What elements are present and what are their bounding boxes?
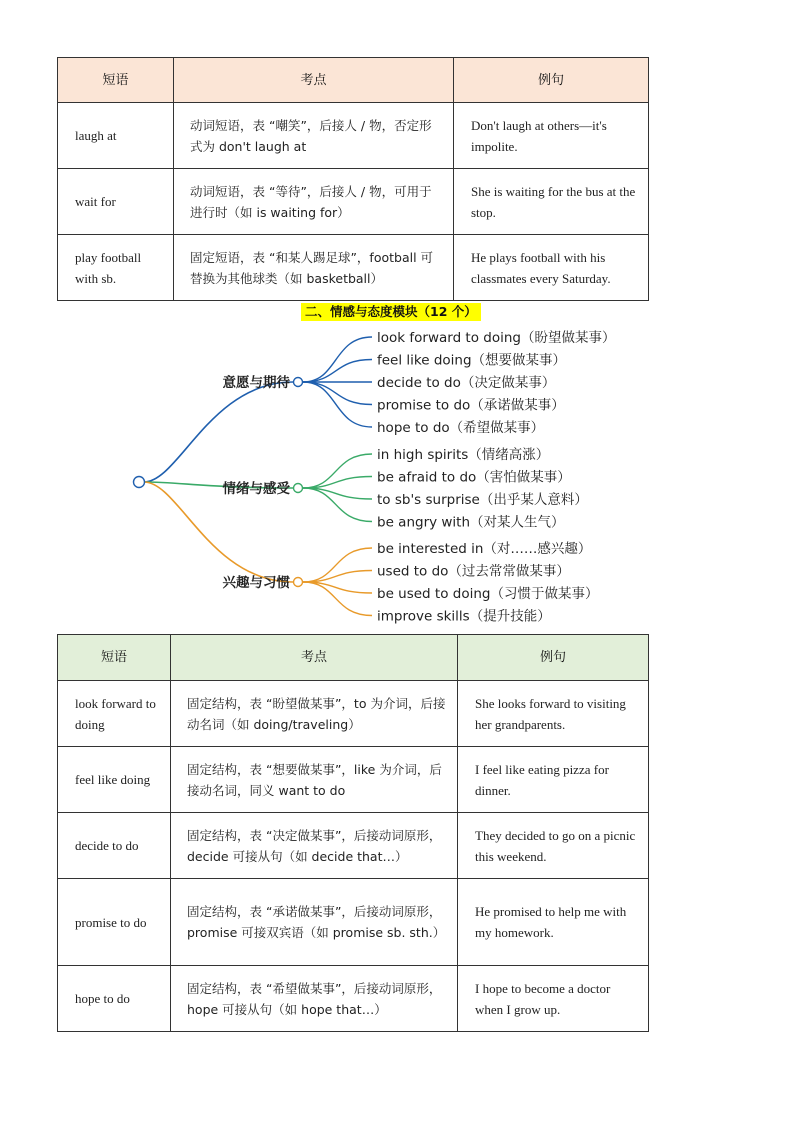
header-example: 例句 [458, 635, 649, 681]
table-row [58, 879, 649, 966]
point-cell: 动词短语，表 “嘲笑”，后接人 / 物，否定形式为 don't laugh at [174, 103, 454, 169]
mindmap-item: promise to do（承诺做某事） [377, 397, 565, 414]
header-point: 考点 [171, 635, 458, 681]
point-cell: 固定结构，表 “希望做某事”，后接动词原形，hope 可接从句（如 hope that…） [171, 966, 458, 1032]
table-row [58, 103, 649, 169]
table-row [58, 966, 649, 1032]
example-cell: She is waiting for the bus at the stop. [454, 169, 649, 235]
phrase-cell: look forward to doing [58, 681, 171, 747]
item-connector [303, 582, 372, 616]
branch-connector [144, 482, 293, 582]
item-connector [303, 488, 372, 522]
table-header-row [58, 58, 649, 103]
branch-node [294, 378, 303, 387]
mindmap-item: in high spirits（情绪高涨） [377, 447, 550, 463]
branch-label: 意愿与期待 [222, 375, 290, 391]
point-cell: 固定结构，表 “承诺做某事”，后接动词原形，promise 可接双宾语（如 promise sb. sth.） [171, 879, 458, 966]
header-phrase: 短语 [58, 58, 174, 103]
vocab-table-bottom [57, 634, 649, 1032]
mindmap-item: be afraid to do（害怕做某事） [377, 469, 571, 486]
item-connector [303, 382, 372, 405]
point-cell: 固定短语，表 “和某人踢足球”，football 可替换为其他球类（如 basketball） [174, 235, 454, 301]
phrase-cell: laugh at [58, 103, 174, 169]
example-cell: He promised to help me with my homework. [458, 879, 649, 966]
branch-connector [144, 382, 293, 482]
point-cell: 固定结构，表 “决定做某事”，后接动词原形，decide 可接从句（如 decide that…） [171, 813, 458, 879]
phrase-cell: feel like doing [58, 747, 171, 813]
example-cell: He plays football with his classmates every Saturday. [454, 235, 649, 301]
phrase-cell: play football with sb. [58, 235, 174, 301]
item-connector [303, 548, 372, 582]
phrase-cell: wait for [58, 169, 174, 235]
phrase-cell: hope to do [58, 966, 171, 1032]
example-cell: They decided to go on a picnic this weekend. [458, 813, 649, 879]
table-row [58, 169, 649, 235]
example-cell: I feel like eating pizza for dinner. [458, 747, 649, 813]
mindmap-item: to sb's surprise（出乎某人意料） [377, 492, 588, 508]
table-row [58, 681, 649, 747]
section-heading: 二、情感与态度模块（12 个） [301, 303, 481, 321]
table-header-row [58, 635, 649, 681]
phrase-cell: decide to do [58, 813, 171, 879]
table-row [58, 235, 649, 301]
mindmap-item: be used to doing（习惯于做某事） [377, 586, 599, 602]
table-row [58, 813, 649, 879]
example-cell: She looks forward to visiting her grandparents. [458, 681, 649, 747]
example-cell: I hope to become a doctor when I grow up. [458, 966, 649, 1032]
branch-node [294, 484, 303, 493]
branch-node [294, 578, 303, 587]
vocab-table-top [57, 57, 649, 301]
mind-map [0, 320, 794, 632]
phrase-cell: promise to do [58, 879, 171, 966]
mindmap-item: decide to do（决定做某事） [377, 375, 556, 391]
point-cell: 固定结构，表 “盼望做某事”，to 为介词，后接动名词（如 doing/traveling） [171, 681, 458, 747]
mindmap-item: improve skills（提升技能） [377, 608, 551, 625]
header-point: 考点 [174, 58, 454, 103]
mindmap-item: used to do（过去常常做某事） [377, 563, 570, 580]
branch-label: 兴趣与习惯 [222, 575, 290, 591]
item-connector [303, 360, 372, 383]
header-example: 例句 [454, 58, 649, 103]
table-row [58, 747, 649, 813]
root-node [134, 477, 145, 488]
mindmap-item: look forward to doing（盼望做某事） [377, 330, 616, 346]
mindmap-item: be angry with（对某人生气） [377, 514, 565, 531]
point-cell: 动词短语，表 “等待”，后接人 / 物，可用于进行时（如 is waiting for） [174, 169, 454, 235]
example-cell: Don't laugh at others—it's impolite. [454, 103, 649, 169]
mindmap-item: be interested in（对……感兴趣） [377, 541, 592, 557]
mindmap-item: feel like doing（想要做某事） [377, 352, 567, 369]
mindmap-item: hope to do（希望做某事） [377, 420, 545, 436]
header-phrase: 短语 [58, 635, 171, 681]
point-cell: 固定结构，表 “想要做某事”，like 为介词，后接动名词，同义 want to do [171, 747, 458, 813]
item-connector [303, 454, 372, 488]
branch-label: 情绪与感受 [222, 481, 290, 497]
